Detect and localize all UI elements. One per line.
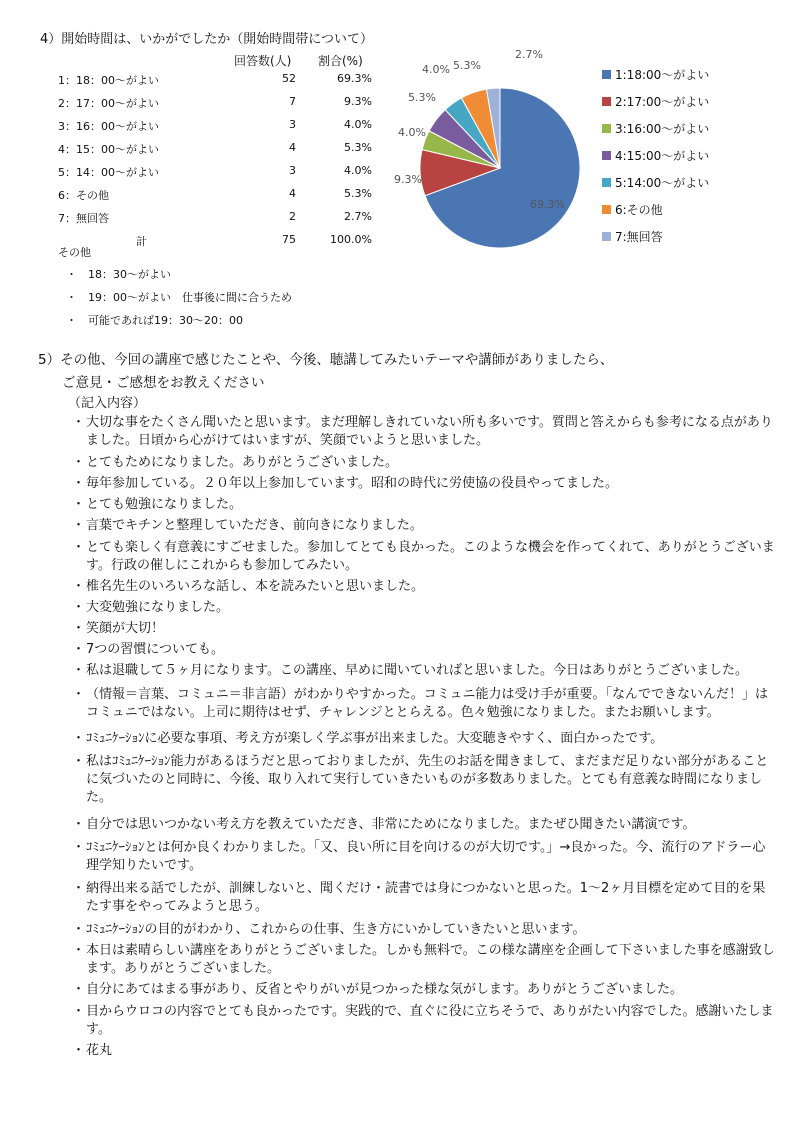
comment-text: 自分にあてはまる事があり、反省とやりがいが見つかった様な気がします。ありがとうございました。 — [86, 982, 683, 997]
table-total-row — [58, 233, 378, 249]
slice-data-label: 2.7% — [515, 48, 543, 61]
legend-label: 2:17:00〜がよい — [615, 95, 710, 109]
comment-item — [72, 620, 778, 638]
comment-text: 大切な事をたくさん聞いたと思います。まだ理解しきれていない所も多いです。質問と答えからも参考になる点がありました。日頃から心がけてはいますが、笑顔でいようと思いました。 — [86, 415, 773, 448]
row-count: 52 — [282, 72, 296, 85]
table-row — [58, 210, 378, 226]
q4-title: 4）開始時間は、いかがでしたか（開始時間帯について） — [40, 32, 374, 47]
q5-subtitle: ご意見・ご感想をお教えください — [62, 375, 265, 391]
legend-swatch — [602, 232, 611, 241]
legend-item — [602, 66, 709, 83]
row-label: 4：15：00〜がよい — [58, 143, 159, 156]
table-row — [58, 187, 378, 203]
legend-item — [602, 147, 709, 164]
row-label: 5：14：00〜がよい — [58, 166, 159, 179]
comment-item — [72, 662, 778, 680]
table-row — [58, 118, 378, 134]
table-row — [58, 164, 378, 180]
comment-text: 目からウロコの内容でとても良かったです。実践的で、直ぐに役に立ちそうで、ありがたい内容でした。感謝いたします。 — [86, 1004, 774, 1037]
row-percent: 4.0% — [344, 164, 372, 177]
comment-text: 7つの習慣についても。 — [86, 642, 225, 657]
q5-title: 5）その他、今回の講座で感じたことや、今後、聴講してみたいテーマや講師がありましたら、 — [38, 352, 614, 368]
row-percent: 2.7% — [344, 210, 372, 223]
comment-text: （情報＝言葉、コミュニ＝非言語）がわかりやすかった。コミュニ能力は受け手が重要。「なんでできないんだ！」はコミュニではない。上司に期待はせず、チャレンジととらえる。色々勉強になりました。またお願いします。 — [86, 687, 768, 720]
comment-item — [72, 641, 778, 659]
table-row — [58, 95, 378, 111]
comment-text: 笑顔が大切！ — [86, 621, 165, 636]
bullet: ・ — [72, 600, 86, 615]
pie-chart — [380, 46, 595, 251]
bullet: ・ — [72, 943, 86, 958]
legend-item — [602, 174, 709, 191]
legend-label: 5:14:00〜がよい — [615, 176, 710, 190]
comment-text: とても楽しく有意義にすごせました。参加してとても良かった。このような機会を作ってくれて、ありがとうございます。行政の催しにこれからも参加してみたい。 — [86, 540, 775, 573]
bullet: ・ — [72, 1004, 86, 1019]
row-percent: 5.3% — [344, 187, 372, 200]
bullet: ・ — [72, 687, 86, 702]
comment-text: 自分では思いつかない考え方を教えていただき、非常にためになりました。またぜひ聞きたい講演です。 — [86, 817, 696, 832]
comment-text: 本日は素晴らしい講座をありがとうございました。しかも無料で。この様な講座を企画して下さいました事を感謝致します。ありがとうございました。 — [86, 943, 775, 976]
bullet: ・ — [72, 922, 86, 937]
row-percent: 69.3% — [337, 72, 372, 85]
table-row — [58, 72, 378, 88]
comment-text: 私は退職して５ヶ月になります。この講座、早めに聞いていればと思いました。今日はありがとうございました。 — [86, 663, 748, 678]
total-count: 75 — [282, 233, 296, 246]
bullet: ・ — [72, 1043, 86, 1058]
row-label: 2：17：00〜がよい — [58, 97, 159, 110]
bullet: ・ — [72, 540, 86, 555]
legend-item — [602, 93, 709, 110]
comment-text: 花丸 — [86, 1043, 113, 1058]
comment-item — [72, 880, 778, 916]
row-percent: 5.3% — [344, 141, 372, 154]
bullet: ・ — [72, 518, 86, 533]
slice-data-label: 5.3% — [453, 59, 481, 72]
comment-item — [72, 539, 778, 575]
other-item: ・ 18：30〜がよい — [66, 268, 171, 281]
header-count: 回答数(人) — [234, 54, 292, 68]
comment-item — [72, 599, 778, 617]
bullet: ・ — [72, 579, 86, 594]
other-heading: その他 — [58, 246, 91, 259]
legend-label: 1:18:00〜がよい — [615, 68, 710, 82]
header-percent: 割合(%) — [318, 54, 363, 68]
other-item: ・ 可能であれば19：30〜20：00 — [66, 314, 243, 327]
bullet: ・ — [72, 817, 86, 832]
legend-swatch — [602, 205, 611, 214]
legend-label: 7:無回答 — [615, 230, 663, 244]
bullet: ・ — [72, 476, 86, 491]
row-count: 3 — [289, 164, 296, 177]
comment-item — [72, 1003, 778, 1039]
legend-label: 6:その他 — [615, 203, 663, 217]
bullet: ・ — [72, 663, 86, 678]
comment-item — [72, 1042, 778, 1060]
comment-text: ｺﾐｭﾆｹｰｼｮﾝとは何か良くわかりました。「又、良い所に目を向けるのが大切です。」→良かった。今、流行のアドラー心理学知りたいです。 — [86, 840, 766, 873]
comment-text: とても勉強になりました。 — [86, 497, 243, 512]
bullet: ・ — [72, 621, 86, 636]
comment-item — [72, 454, 778, 472]
legend-label: 4:15:00〜がよい — [615, 149, 710, 163]
comment-text: 納得出来る話でしたが、訓練しないと、聞くだけ・読書では身につかないと思った。1〜2ヶ月目標を定めて目的を果たす事をやってみようと思う。 — [86, 881, 766, 914]
comment-item — [72, 942, 778, 978]
comment-item — [72, 686, 778, 722]
slice-data-label: 5.3% — [408, 91, 436, 104]
legend-swatch — [602, 151, 611, 160]
comment-item — [72, 839, 778, 875]
total-label: 計 — [136, 235, 147, 248]
comment-item — [72, 921, 778, 939]
table-row — [58, 141, 378, 157]
entry-label: （記入内容） — [68, 396, 147, 411]
comment-item — [72, 414, 778, 450]
row-percent: 9.3% — [344, 95, 372, 108]
other-item: ・ 19：00〜がよい 仕事後に間に合うため — [66, 291, 292, 304]
bullet: ・ — [72, 731, 86, 746]
bullet: ・ — [72, 881, 86, 896]
row-label: 7：無回答 — [58, 212, 109, 225]
comment-item — [72, 578, 778, 596]
comment-item — [72, 475, 778, 493]
bullet: ・ — [72, 982, 86, 997]
legend-item — [602, 228, 663, 245]
row-count: 4 — [289, 141, 296, 154]
comment-item — [72, 816, 778, 834]
bullet: ・ — [72, 415, 86, 430]
row-count: 4 — [289, 187, 296, 200]
row-count: 2 — [289, 210, 296, 223]
legend-label: 3:16:00〜がよい — [615, 122, 710, 136]
comment-item — [72, 981, 778, 999]
bullet: ・ — [72, 754, 86, 769]
row-percent: 4.0% — [344, 118, 372, 131]
slice-data-label: 4.0% — [398, 126, 426, 139]
legend-item — [602, 120, 709, 137]
bullet: ・ — [72, 455, 86, 470]
bullet: ・ — [72, 642, 86, 657]
comment-text: 大変勉強になりました。 — [86, 600, 230, 615]
bullet: ・ — [72, 840, 86, 855]
bullet: ・ — [72, 497, 86, 512]
comment-text: ｺﾐｭﾆｹｰｼｮﾝの目的がわかり、これからの仕事、生き方にいかしていきたいと思います。 — [86, 922, 586, 937]
comment-text: 椎名先生のいろいろな話し、本を読みたいと思いました。 — [86, 579, 425, 594]
comment-text: 私はｺﾐｭﾆｹｰｼｮﾝ能力があるほうだと思っておりましたが、先生のお話を聞きまして、まだまだ足りない部分があることに気づいたのと同時に、今後、取り入れて実行していきたいものが多数ありました。とても有意義な時間になりました。 — [86, 754, 769, 805]
comment-item — [72, 753, 778, 807]
comment-list — [72, 414, 778, 1060]
comment-text: とてもためになりました。ありがとうございました。 — [86, 455, 399, 470]
row-count: 7 — [289, 95, 296, 108]
row-label: 3：16：00〜がよい — [58, 120, 159, 133]
comment-item — [72, 517, 778, 535]
comment-item — [72, 496, 778, 514]
comment-text: 言葉でキチンと整理していただき、前向きになりました。 — [86, 518, 423, 533]
slice-data-label: 9.3% — [394, 173, 422, 186]
legend-swatch — [602, 97, 611, 106]
slice-data-label: 4.0% — [422, 63, 450, 76]
legend-item — [602, 201, 663, 218]
comment-text: 毎年参加している。２０年以上参加しています。昭和の時代に労使協の役員やってました。 — [86, 476, 618, 491]
row-label: 1：18：00〜がよい — [58, 74, 159, 87]
total-percent: 100.0% — [330, 233, 372, 246]
legend-swatch — [602, 70, 611, 79]
row-count: 3 — [289, 118, 296, 131]
comment-text: ｺﾐｭﾆｹｰｼｮﾝに必要な事項、考え方が楽しく学ぶ事が出来ました。大変聴きやすく、面白かったです。 — [86, 731, 664, 746]
comment-item — [72, 730, 778, 748]
slice-data-label: 69.3% — [530, 198, 565, 211]
row-label: 6：その他 — [58, 189, 109, 202]
legend-swatch — [602, 124, 611, 133]
legend-swatch — [602, 178, 611, 187]
